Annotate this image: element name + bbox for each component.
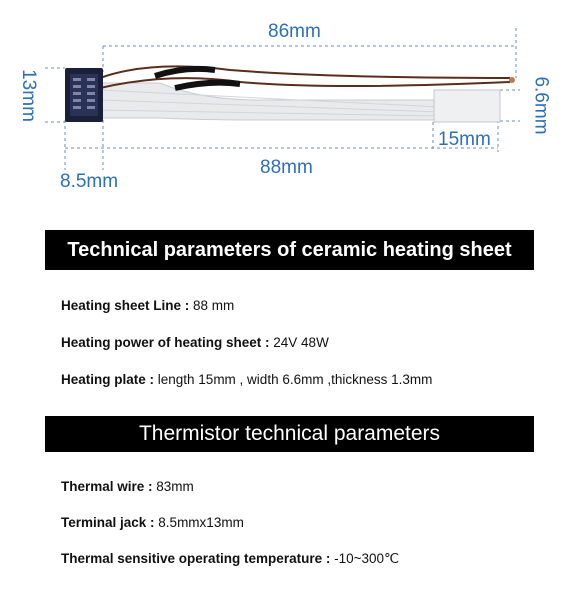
spec-row-heating-sheet-line bbox=[61, 298, 234, 313]
thermistor-tip bbox=[509, 77, 515, 83]
spec-row-heating-plate bbox=[61, 372, 432, 387]
spec-label: Thermal sensitive operating temperature : bbox=[61, 551, 331, 566]
ribbon-cable bbox=[100, 83, 440, 120]
dimension-label-86mm: 86mm bbox=[268, 21, 321, 42]
dimension-label-13mm: 13mm bbox=[17, 69, 39, 122]
spec-label: Heating plate : bbox=[61, 372, 155, 387]
ceramic-heating-plate bbox=[434, 90, 500, 122]
spec-row-thermal-wire bbox=[61, 479, 194, 494]
spec-value: 8.5mmx13mm bbox=[154, 515, 244, 530]
spec-value: -10~300℃ bbox=[330, 551, 400, 566]
dimension-label-8-5mm: 8.5mm bbox=[60, 171, 119, 192]
spec-label: Heating power of heating sheet : bbox=[61, 335, 270, 350]
spec-label: Thermal wire : bbox=[61, 479, 153, 494]
spec-value: length 15mm , width 6.6mm ,thickness 1.3mm bbox=[154, 372, 433, 387]
spec-row-operating-temperature bbox=[61, 551, 399, 567]
spec-row-heating-power bbox=[61, 335, 329, 350]
dimension-label-88mm: 88mm bbox=[260, 157, 313, 178]
spec-row-terminal-jack bbox=[61, 515, 244, 530]
spec-value: 83mm bbox=[152, 479, 194, 494]
heating-sheet-section-title: Technical parameters of ceramic heating sheet bbox=[45, 230, 534, 270]
spec-label: Heating sheet Line : bbox=[61, 298, 190, 313]
product-dimension-diagram bbox=[0, 0, 569, 205]
terminal-connector bbox=[65, 68, 103, 122]
spec-value: 24V 48W bbox=[269, 335, 329, 350]
spec-value: 88 mm bbox=[189, 298, 235, 313]
dimension-label-6-6mm: 6.6mm bbox=[530, 76, 552, 135]
dimension-label-15mm: 15mm bbox=[438, 129, 491, 150]
spec-label: Terminal jack : bbox=[61, 515, 155, 530]
thermistor-section-title: Thermistor technical parameters bbox=[45, 416, 534, 452]
